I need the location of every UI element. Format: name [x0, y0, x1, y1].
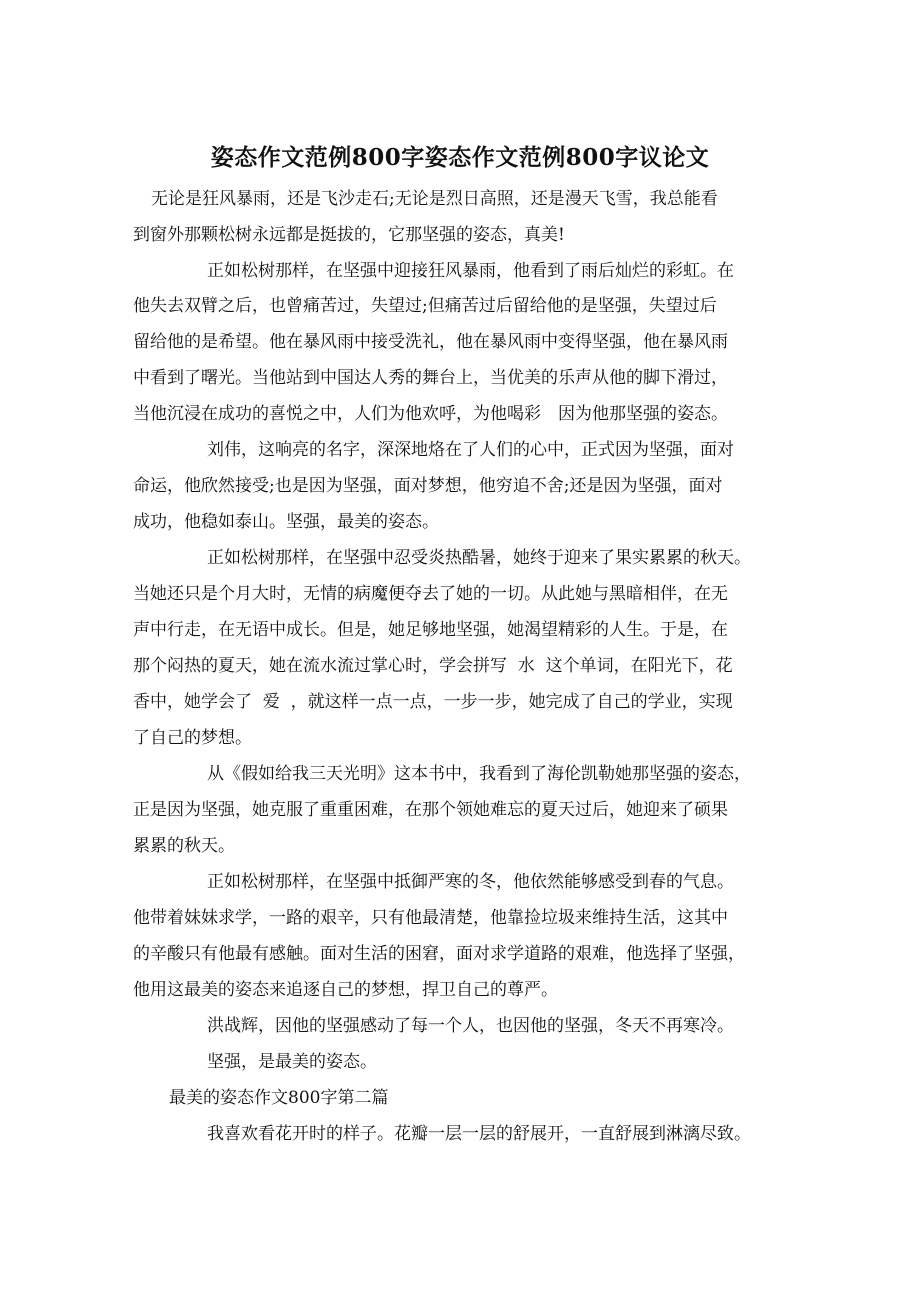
paragraph-line: 无论是狂风暴雨，还是飞沙走石;无论是烈日高照，还是漫天飞雪，我总能看 — [151, 189, 718, 209]
paragraph-line: 从《假如给我三天光明》这本书中，我看到了海伦凯勒她那坚强的姿态， — [207, 764, 751, 784]
paragraph-line: 正是因为坚强，她克服了重重困难，在那个领她难忘的夏天过后，她迎来了硕果 — [133, 800, 728, 820]
paragraph-line: 声中行走，在无语中成长。但是，她足够地坚强，她渴望精彩的人生。于是，在 — [133, 620, 728, 640]
paragraph-line: 他带着妹妹求学，一路的艰辛，只有他最清楚，他靠捡垃圾来维持生活，这其中 — [133, 908, 728, 928]
paragraph-line: 正如松树那样，在坚强中抵御严寒的冬，他依然能够感受到春的气息。 — [207, 872, 734, 892]
paragraph-line: 我喜欢看花开时的样子。花瓣一层一层的舒展开，一直舒展到淋漓尽致。 — [207, 1124, 751, 1144]
section-heading: 最美的姿态作文800字第二篇 — [169, 1088, 389, 1108]
paragraph-line: 正如松树那样，在坚强中迎接狂风暴雨，他看到了雨后灿烂的彩虹。在 — [207, 261, 734, 281]
document-title: 姿态作文范例800字姿态作文范例800字议论文 — [210, 144, 710, 171]
paragraph-line: 到窗外那颗松树永远都是挺拔的，它那坚强的姿态，真美! — [133, 225, 565, 245]
paragraph-line: 命运，他欣然接受;也是因为坚强，面对梦想，他穷追不舍;还是因为坚强，面对 — [133, 476, 723, 496]
paragraph-line: 他失去双臂之后，也曾痛苦过，失望过;但痛苦过后留给他的是坚强，失望过后 — [133, 296, 717, 316]
paragraph-line: 刘伟，这响亮的名字，深深地烙在了人们的心中，正式因为坚强，面对 — [207, 440, 734, 460]
paragraph-line: 的辛酸只有他最有感触。面对生活的困窘，面对求学道路的艰难，他选择了坚强， — [133, 944, 745, 964]
paragraph-line: 中看到了曙光。当他站到中国达人秀的舞台上，当优美的乐声从他的脚下滑过， — [133, 368, 728, 388]
paragraph-line: 当她还只是个月大时，无情的病魔便夺去了她的一切。从此她与黑暗相伴，在无 — [133, 584, 728, 604]
paragraph-line: 他用这最美的姿态来追逐自己的梦想，捍卫自己的尊严。 — [133, 980, 558, 1000]
paragraph-line: 正如松树那样，在坚强中忍受炎热酷暑，她终于迎来了果实累累的秋天。 — [207, 548, 751, 568]
paragraph-line: 成功，他稳如泰山。坚强，最美的姿态。 — [133, 512, 439, 532]
paragraph-line: 那个闷热的夏天，她在流水流过掌心时，学会拼写 水 这个单词，在阳光下，花 — [133, 656, 733, 676]
paragraph-line: 坚强，是最美的姿态。 — [207, 1052, 377, 1072]
paragraph-line: 累累的秋天。 — [133, 836, 235, 856]
paragraph-line: 当他沉浸在成功的喜悦之中，人们为他欢呼，为他喝彩 因为他那坚强的姿态。 — [133, 404, 728, 424]
paragraph-line: 香中，她学会了 爱 ，就这样一点一点，一步一步，她完成了自己的学业，实现 — [133, 692, 733, 712]
paragraph-line: 留给他的是希望。他在暴风雨中接受洗礼，他在暴风雨中变得坚强，他在暴风雨 — [133, 332, 728, 352]
paragraph-line: 洪战辉，因他的坚强感动了每一个人，也因他的坚强，冬天不再寒冷。 — [207, 1016, 734, 1036]
paragraph-line: 了自己的梦想。 — [133, 728, 252, 748]
